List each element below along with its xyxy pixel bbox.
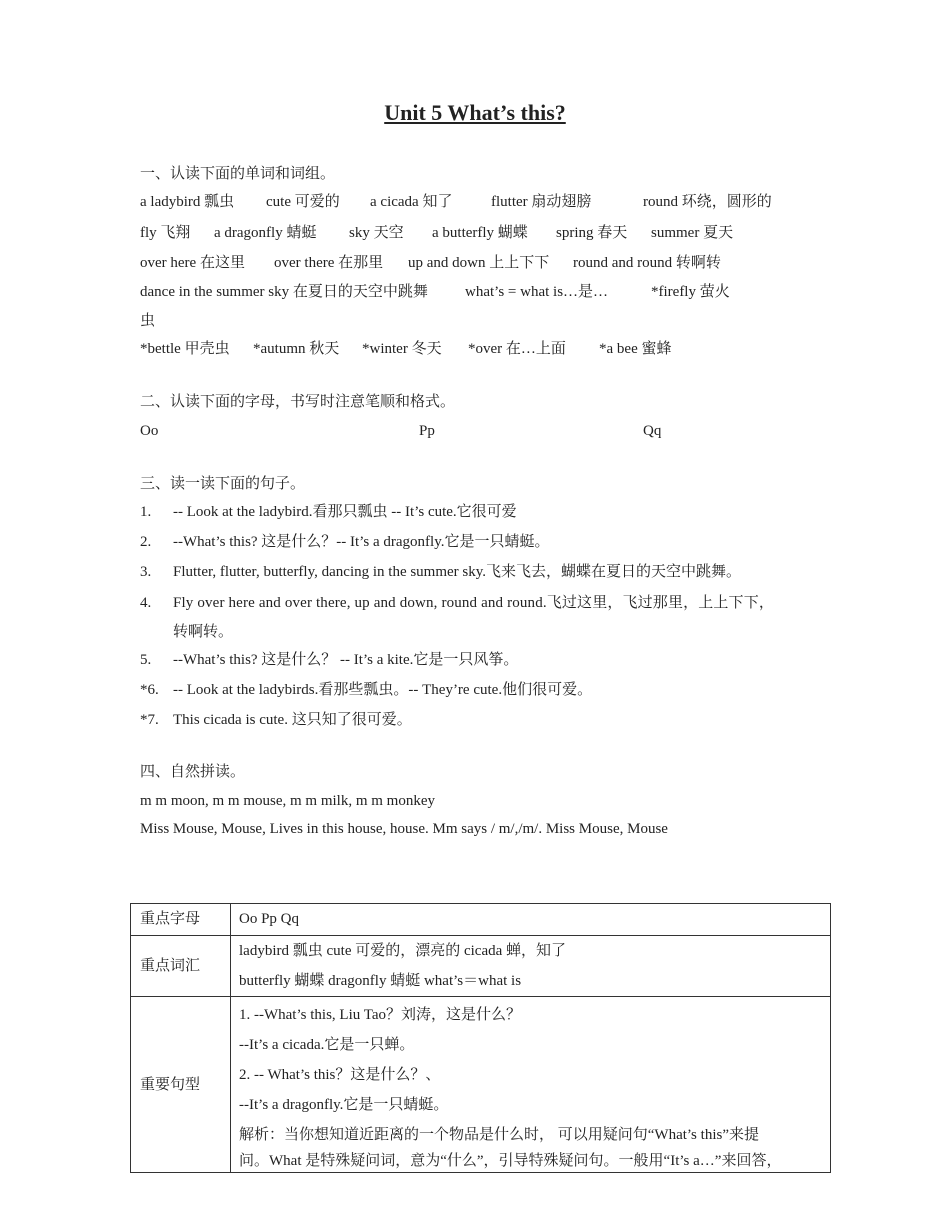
vocab-item: *bettle 甲壳虫 xyxy=(140,341,230,357)
table-value-text: Oo Pp Qq xyxy=(239,911,300,927)
vocab-item: what’s = what is…是… xyxy=(465,284,609,300)
sentence-number: *7. xyxy=(140,712,159,728)
table-row xyxy=(131,904,831,936)
vocab-item: a cicada 知了 xyxy=(370,194,453,210)
page-title: Unit 5 What’s this? xyxy=(384,100,566,125)
table-value-line: --It’s a dragonfly.它是一只蜻蜓。 xyxy=(239,1097,449,1113)
key-points-table xyxy=(130,903,831,1173)
table-value-line: ladybird 瓢虫 cute 可爱的，漂亮的 cicada 蝉，知了 xyxy=(239,943,567,959)
phonics-line-1: m m moon, m m mouse, m m milk, m m monkey xyxy=(140,793,435,809)
table-label xyxy=(131,936,231,997)
vocab-item: summer 夏天 xyxy=(651,225,734,241)
vocab-item: spring 春天 xyxy=(556,225,628,241)
sentence-number: 2. xyxy=(140,534,152,550)
phonics-line-2: Miss Mouse, Mouse, Lives in this house, house. Mm says / m/,/m/. Miss Mouse, Mouse xyxy=(140,821,668,837)
vocab-item: round 环绕，圆形的 xyxy=(643,194,772,210)
vocab-item: *a bee 蜜蜂 xyxy=(599,341,672,357)
vocab-item: dance in the summer sky 在夏日的天空中跳舞 xyxy=(140,284,428,300)
sentence-number: *6. xyxy=(140,682,159,698)
sentence-text: -- Look at the ladybirds.看那些瓢虫。-- They’re cute.他们很可爱。 xyxy=(173,682,593,698)
vocab-item: over there 在那里 xyxy=(274,255,384,271)
vocab-item: over here 在这里 xyxy=(140,255,245,271)
sentence-text: This cicada is cute. 这只知了很可爱。 xyxy=(173,712,412,728)
vocab-item: a butterfly 蝴蝶 xyxy=(432,225,528,241)
sentence-number: 5. xyxy=(140,652,152,668)
table-label-text: 重点词汇 xyxy=(140,958,201,974)
vocab-item: cute 可爱的 xyxy=(266,194,340,210)
table-label xyxy=(131,904,231,936)
table-label xyxy=(131,997,231,1173)
vocab-item: a dragonfly 蜻蜓 xyxy=(214,225,317,241)
sentence-text: -- Look at the ladybird.看那只瓢虫 -- It’s cute.它很可爱 xyxy=(173,504,517,520)
table-value-line: butterfly 蝴蝶 dragonfly 蜻蜓 what’s＝what is xyxy=(239,973,522,989)
letter-pair: Oo xyxy=(140,423,159,439)
table-label-text: 重点字母 xyxy=(140,911,201,927)
sentence-text: Fly over here and over there, up and down, round and round.飞过这里，飞过那里，上上下下， xyxy=(173,595,775,611)
section-2-heading: 二、认读下面的字母，书写时注意笔顺和格式。 xyxy=(140,394,456,410)
table-value xyxy=(231,997,831,1173)
vocab-item: fly 飞翔 xyxy=(140,225,191,241)
sentence-text: --What’s this? 这是什么？-- It’s a dragonfly.它是一只蜻蜓。 xyxy=(173,534,550,550)
vocab-item: round and round 转啊转 xyxy=(573,255,721,271)
letter-pair: Qq xyxy=(643,423,662,439)
table-row xyxy=(131,997,831,1173)
vocab-item: *autumn 秋天 xyxy=(253,341,340,357)
table-value-line: 2. -- What’s this？这是什么？、 xyxy=(239,1067,441,1083)
table-value xyxy=(231,904,831,936)
table-label-text: 重要句型 xyxy=(140,1076,201,1093)
letter-pair: Pp xyxy=(419,423,435,439)
table-value-line: 问。What 是特殊疑问词，意为“什么”，引导特殊疑问句。一般用“It’s a…”来回答， xyxy=(239,1153,782,1169)
vocab-item: *over 在…上面 xyxy=(468,341,566,357)
section-1-heading: 一、认读下面的单词和词组。 xyxy=(140,166,336,182)
table-value-line: --It’s a cicada.它是一只蝉。 xyxy=(239,1037,415,1053)
vocab-item: a ladybird 瓢虫 xyxy=(140,194,235,210)
vocab-item: flutter 扇动翅膀 xyxy=(491,194,592,210)
table-value-line: 解析：当你想知道近距离的一个物品是什么时， 可以用疑问句“What’s this”来提 xyxy=(239,1127,759,1143)
section-3-heading: 三、读一读下面的句子。 xyxy=(140,476,306,492)
sentence-text: Flutter, flutter, butterfly, dancing in the summer sky.飞来飞去，蝴蝶在夏日的天空中跳舞。 xyxy=(173,564,742,580)
vocab-item: *firefly 萤火 xyxy=(651,284,730,300)
sentence-number: 1. xyxy=(140,504,152,520)
vocab-item: sky 天空 xyxy=(349,225,404,241)
table-row xyxy=(131,936,831,997)
table-value xyxy=(231,936,831,997)
vocab-item: *winter 冬天 xyxy=(362,341,442,357)
sentence-number: 3. xyxy=(140,564,152,580)
sentence-text: --What’s this? 这是什么？ -- It’s a kite.它是一只风筝。 xyxy=(173,652,519,668)
vocab-item: up and down 上上下下 xyxy=(408,255,550,271)
section-4-heading: 四、自然拼读。 xyxy=(140,764,246,780)
vocab-row-4-wrap: 虫 xyxy=(140,313,156,329)
table-value-line: 1. --What’s this, Liu Tao？刘涛，这是什么？ xyxy=(239,1007,521,1023)
sentence-continuation: 转啊转。 xyxy=(173,624,234,640)
sentence-number: 4. xyxy=(140,595,152,611)
